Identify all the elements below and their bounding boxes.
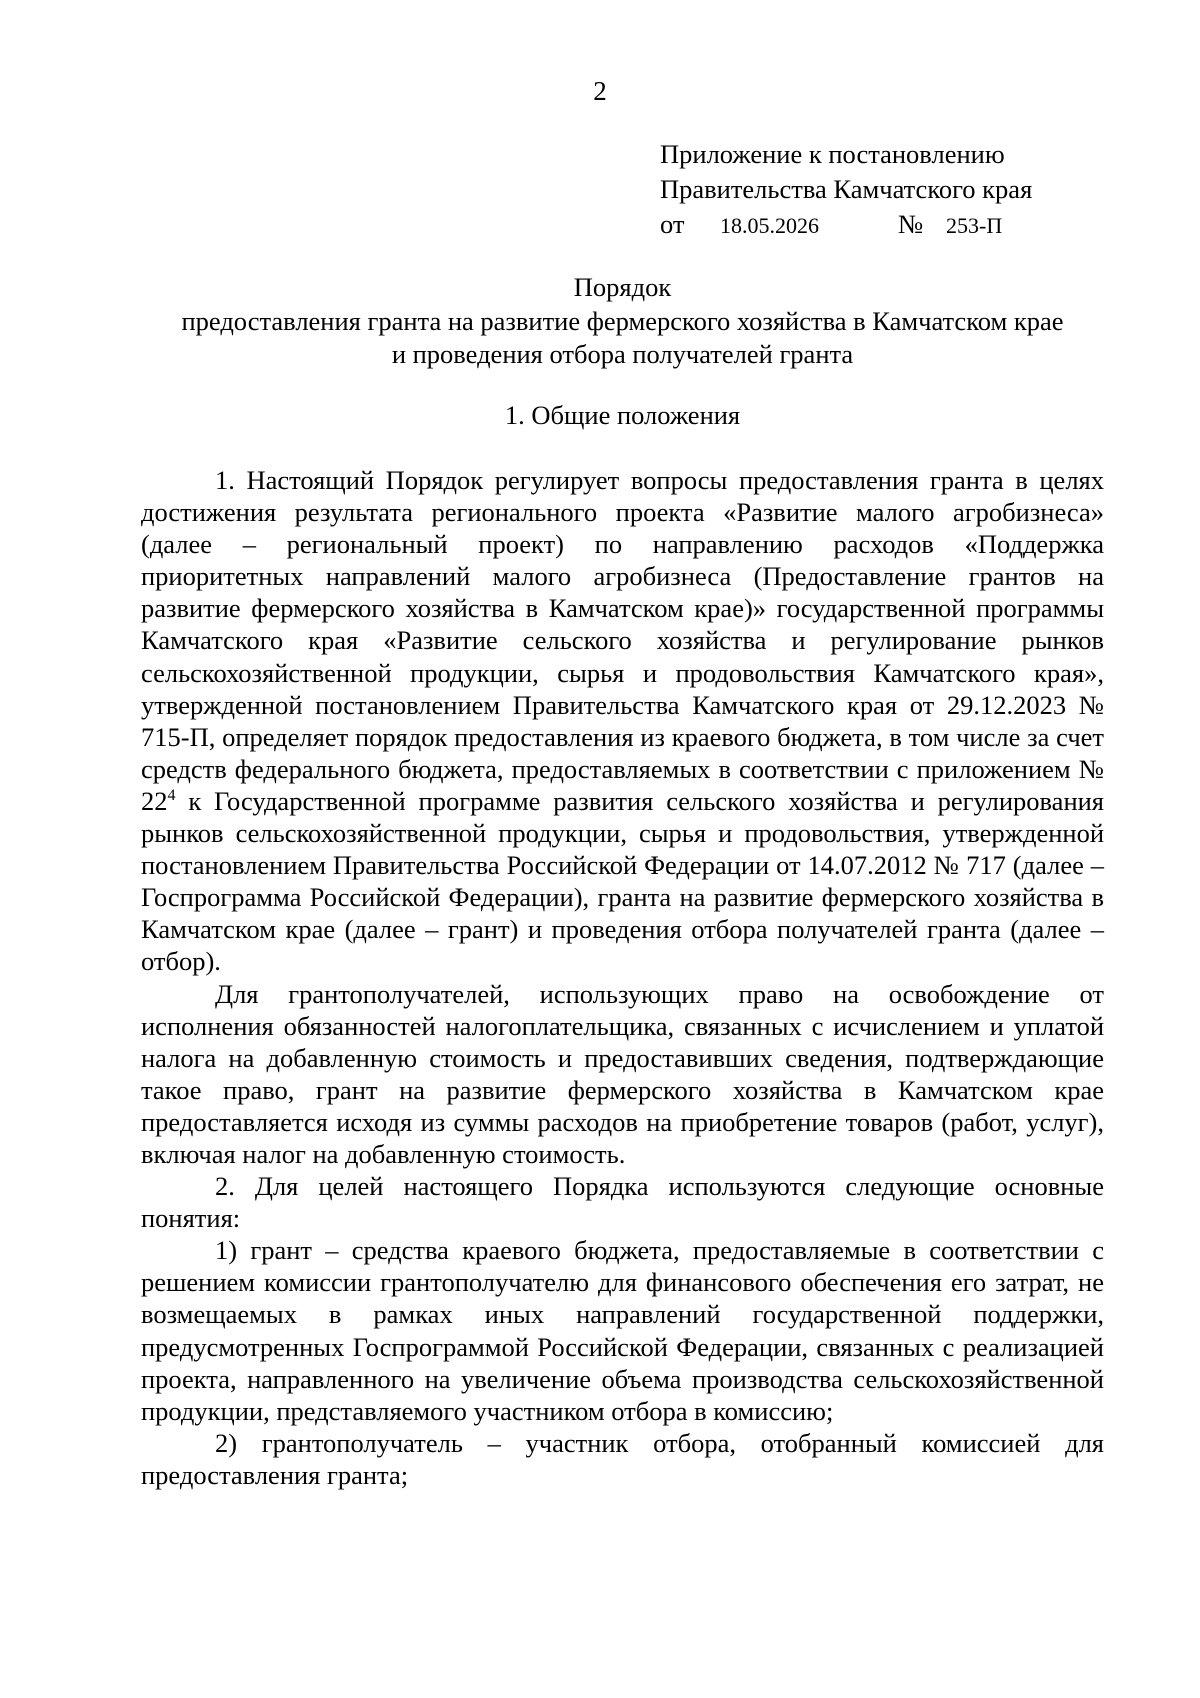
- paragraph-1: [141, 464, 1104, 978]
- approval-number-label: №: [898, 209, 924, 239]
- paragraph-5: 2) грантополучатель – участник отбора, отобранный комиссией для предоставления гранта;: [141, 1427, 1104, 1490]
- paragraph-4: 1) грант – средства краевого бюджета, предоставляемые в соответствии с решением комиссии грантополучателю для финансового обеспечения его затрат, не возмещаемых в рамках иных направлений государственной поддержки, предусмотренных Госпрограммой Российской Федерации, связанных с реализацией проекта, направленного на увеличение объема производства сельскохозяйственной продукции, представляемого участником отбора в комиссию;: [141, 1235, 1104, 1426]
- title-line-3: и проведения отбора получателей гранта: [391, 339, 854, 369]
- document-title: [140, 271, 1105, 372]
- title-line-1: Порядок: [573, 272, 672, 302]
- title-line-2: предоставления гранта на развитие фермерского хозяйства в Камчатском крае: [181, 305, 1064, 336]
- approval-date-row: [660, 207, 1032, 243]
- approval-line-1: Приложение к постановлению: [660, 139, 1005, 169]
- paragraph-1-part-2: к Государственной программе развития сельского хозяйства и регулирования рынков сельскохозяйственной продукции, сырья и продовольствия, утвержденной постановлением Правительства Российской Федерации от 14.07.2012 № 717 (далее – Госпрограмма Российской Федерации), гранта на развитие фермерского хозяйства в Камчатском крае (далее – грант) и проведения отбора получателей гранта (далее – отбор).: [141, 785, 1104, 977]
- paragraph-1-part-1: 1. Настоящий Порядок регулирует вопросы предоставления гранта в целях достижения результата регионального проекта «Развитие малого агробизнеса» (далее – региональный проект) по направлению расходов «Поддержка приоритетных направлений малого агробизнеса (Предоставление грантов на развитие фермерского хозяйства в Камчатском крае)» государственной программы Камчатского края «Развитие сельского хозяйства и регулирование рынков сельскохозяйственной продукции, сырья и продовольствия Камчатского края», утвержденной постановлением Правительства Камчатского края от 29.12.2023 № 715-П, определяет порядок предоставления из краевого бюджета, в том числе за счет средств федерального бюджета, предоставляемых в соответствии с приложением № 22: [141, 465, 1104, 816]
- approval-number: 253-П: [946, 213, 1003, 238]
- paragraph-3: 2. Для целей настоящего Порядка используются следующие основные понятия:: [141, 1171, 1104, 1234]
- paragraph-1-superscript: 4: [167, 787, 176, 805]
- approval-from-label: от: [660, 209, 685, 239]
- page-number: 2: [593, 76, 607, 106]
- paragraph-2: Для грантополучателей, использующих право на освобождение от исполнения обязанностей налогоплательщика, связанных с исчислением и уплатой налога на добавленную стоимость и предоставивших сведения, подтверждающие такое право, грант на развитие фермерского хозяйства в Камчатском крае предоставляется исходя из суммы расходов на приобретение товаров (работ, услуг), включая налог на добавленную стоимость.: [141, 978, 1104, 1169]
- document-body: [141, 464, 1104, 1491]
- section-heading: 1. Общие положения: [504, 400, 741, 430]
- approval-line-2: Правительства Камчатского края: [660, 174, 1033, 204]
- approval-stamp: [660, 137, 1032, 243]
- approval-date: 18.05.2026: [720, 213, 819, 238]
